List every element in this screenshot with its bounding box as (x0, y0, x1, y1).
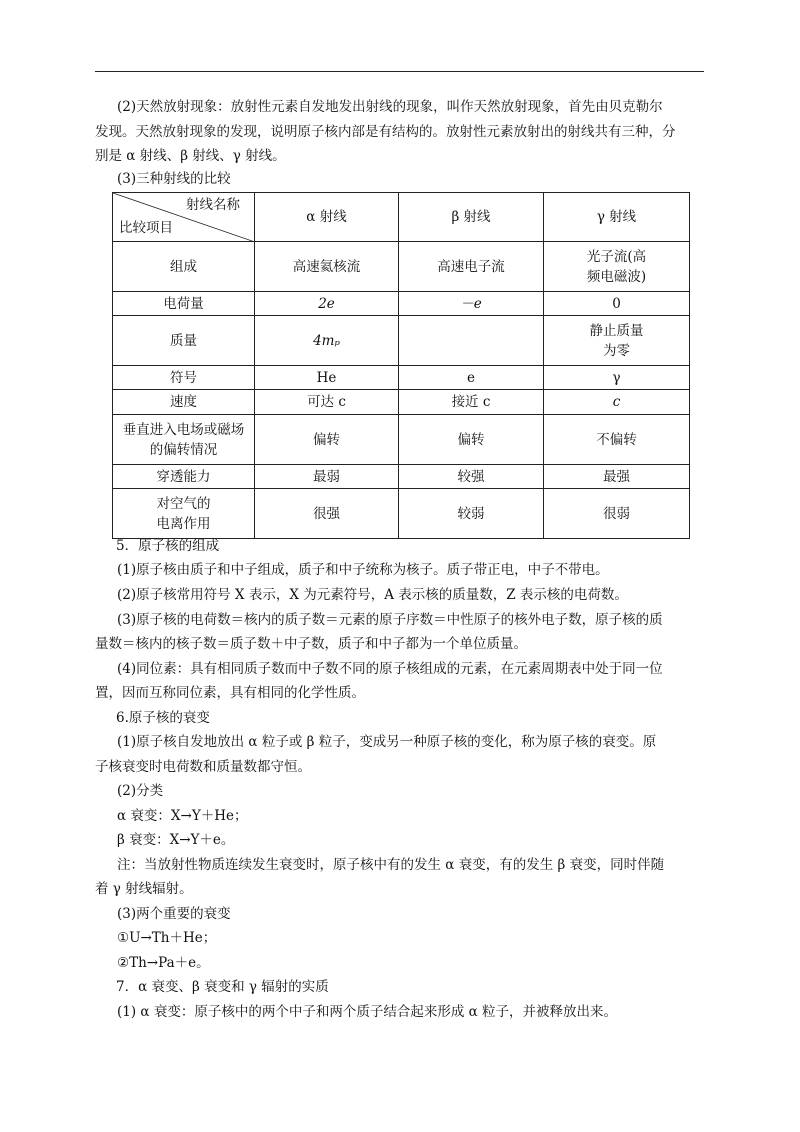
section6-note-line2: 着 γ 射线辐射。 (95, 881, 193, 897)
table-row (113, 465, 690, 489)
corner-bottom-label: 比较项目 (119, 220, 173, 236)
intro-p2-line1: (2)天然放射现象：放射性元素自发地发出射线的现象，叫作天然放射现象，首先由贝克勒尔 (117, 99, 663, 115)
intro-p2-line3: 别是 α 射线、β 射线、γ 射线。 (95, 148, 286, 164)
cell-gamma-line2: 为零 (603, 342, 630, 359)
cell-gamma: 很弱 (544, 489, 690, 539)
cell-alpha: 4mₚ (255, 316, 399, 366)
table-corner-cell (113, 193, 255, 242)
cell-alpha: 2e (255, 292, 399, 316)
corner-top-label: 射线名称 (186, 197, 240, 213)
section6-note-line1: 注：当放射性物质连续发生衰变时，原子核中有的发生 α 衰变，有的发生 β 衰变，同时伴随 (117, 857, 665, 873)
cell-beta: 较弱 (399, 489, 544, 539)
col-header-alpha: α 射线 (255, 193, 399, 242)
table-row (113, 415, 690, 465)
table-row (113, 366, 690, 390)
table-row (113, 316, 690, 366)
cell-gamma: 最强 (544, 465, 690, 489)
cell-beta: 较强 (399, 465, 544, 489)
section5-p2: (2)原子核常用符号 X 表示，X 为元素符号，A 表示核的质量数，Z 表示核的电荷数。 (117, 587, 628, 603)
row-label-line2: 电离作用 (156, 515, 211, 532)
cell-beta: e (399, 366, 544, 390)
cell-alpha: 高速氦核流 (255, 242, 399, 292)
cell-gamma-line1: 光子流(高 (586, 248, 647, 265)
table-row (113, 489, 690, 539)
row-label-line2: 的偏转情况 (149, 441, 218, 458)
row-label: 组成 (113, 242, 255, 292)
table-row (113, 242, 690, 292)
section7-title: 7．α 衰变、β 衰变和 γ 辐射的实质 (116, 979, 329, 995)
cell-gamma-line2: 频电磁波) (586, 268, 647, 285)
section5-p3-line2: 量数＝核内的核子数＝质子数＋中子数，质子和中子都为一个单位质量。 (95, 636, 527, 652)
row-label-line1: 对空气的 (156, 495, 211, 512)
row-label: 穿透能力 (113, 465, 255, 489)
cell-gamma (544, 316, 690, 366)
section6-title: 6.原子核的衰变 (116, 710, 210, 726)
cell-gamma-line1: 静止质量 (589, 322, 644, 339)
section6-p1-line1: (1)原子核自发地放出 α 粒子或 β 粒子，变成另一种原子核的变化，称为原子核的衰变。原 (117, 734, 657, 750)
cell-gamma (544, 242, 690, 292)
row-label: 电荷量 (113, 292, 255, 316)
alpha-decay-formula: α 衰变：X→Y＋He； (117, 808, 248, 824)
section6-p2: (2)分类 (117, 783, 164, 799)
cell-gamma: 不偏转 (544, 415, 690, 465)
cell-alpha: 最弱 (255, 465, 399, 489)
section6-p1-line2: 子核衰变时电荷数和质量数都守恒。 (95, 759, 311, 775)
section5-p4-line1: (4)同位素：具有相同质子数而中子数不同的原子核组成的元素，在元素周期表中处于同一位 (117, 661, 663, 677)
cell-gamma: 0 (544, 292, 690, 316)
table-row (113, 390, 690, 415)
row-label (113, 489, 255, 539)
col-header-beta: β 射线 (399, 193, 544, 242)
section6-p3: (3)两个重要的衰变 (117, 906, 231, 922)
cell-beta: 高速电子流 (399, 242, 544, 292)
rays-comparison-table (112, 192, 690, 539)
intro-p3: (3)三种射线的比较 (117, 171, 231, 187)
decay-formula-1: ①U→Th＋He； (117, 930, 217, 946)
cell-alpha: He (255, 366, 399, 390)
section5-title: 5．原子核的组成 (116, 538, 220, 554)
cell-beta (399, 316, 544, 366)
row-label (113, 415, 255, 465)
cell-gamma: γ (544, 366, 690, 390)
cell-alpha: 偏转 (255, 415, 399, 465)
cell-beta: 偏转 (399, 415, 544, 465)
row-label: 质量 (113, 316, 255, 366)
intro-p2-line2: 发现。天然放射现象的发现，说明原子核内部是有结构的。放射性元素放射出的射线共有三种，分 (95, 124, 676, 140)
section5-p3-line1: (3)原子核的电荷数＝核内的质子数＝元素的原子序数＝中性原子的核外电子数，原子核的质 (117, 612, 663, 628)
cell-gamma: c (544, 390, 690, 415)
row-label: 速度 (113, 390, 255, 415)
row-label-line1: 垂直进入电场或磁场 (122, 421, 245, 438)
table-row (113, 292, 690, 316)
table-header-row (113, 193, 690, 242)
section5-p4-line2: 置，因而互称同位素，具有相同的化学性质。 (95, 685, 365, 701)
header-rule (95, 71, 704, 72)
col-header-gamma: γ 射线 (544, 193, 690, 242)
section5-p1: (1)原子核由质子和中子组成，质子和中子统称为核子。质子带正电，中子不带电。 (117, 562, 609, 578)
cell-alpha: 很强 (255, 489, 399, 539)
cell-beta: 接近 c (399, 390, 544, 415)
row-label: 符号 (113, 366, 255, 390)
cell-beta: －e (399, 292, 544, 316)
cell-alpha: 可达 c (255, 390, 399, 415)
decay-formula-2: ②Th→Pa＋e。 (117, 955, 210, 971)
section7-p1: (1) α 衰变：原子核中的两个中子和两个质子结合起来形成 α 粒子，并被释放出来。 (117, 1004, 618, 1020)
beta-decay-formula: β 衰变：X→Y＋e。 (117, 832, 235, 848)
